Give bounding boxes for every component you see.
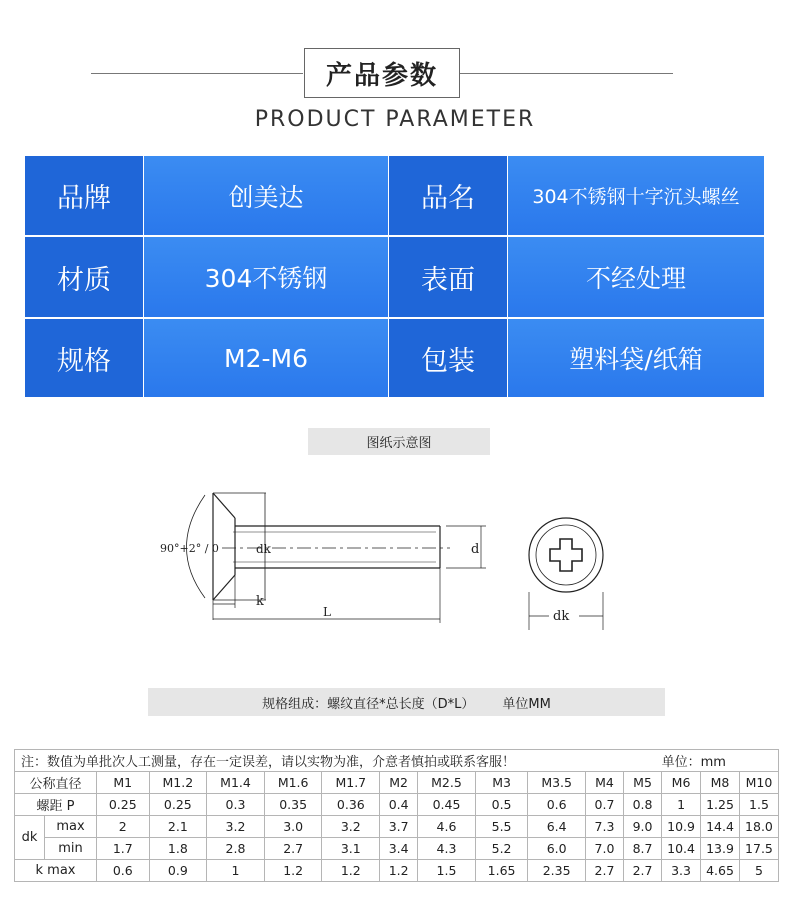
table-cell: 2.7	[264, 838, 322, 860]
table-cell: M2.5	[418, 772, 476, 794]
table-cell: 2.8	[207, 838, 265, 860]
table-cell: 0.7	[585, 794, 623, 816]
drawing-caption-bar	[148, 688, 665, 716]
param-value-brand: 创美达	[144, 156, 388, 235]
L-label: L	[323, 605, 331, 619]
table-cell: 1.65	[475, 860, 528, 882]
table-cell: 0.6	[97, 860, 150, 882]
table-cell: 0.9	[149, 860, 207, 882]
table-cell: 0.8	[624, 794, 662, 816]
heading-line-left	[91, 73, 303, 74]
param-label-brand: 品牌	[25, 156, 143, 235]
table-cell: 1	[662, 794, 701, 816]
table-cell: 1.2	[322, 860, 380, 882]
parameter-table	[25, 156, 764, 397]
table-note: 注：数值为单批次人工测量，存在一定误差，请以实物为准，介意者慎拍或联系客服！	[15, 750, 662, 772]
table-cell: 3.2	[322, 816, 380, 838]
table-cell: 1.2	[380, 860, 418, 882]
table-cell: 0.35	[264, 794, 322, 816]
table-cell: 3.2	[207, 816, 265, 838]
table-cell: 0.25	[149, 794, 207, 816]
table-cell: 4.65	[701, 860, 740, 882]
table-cell: M2	[380, 772, 418, 794]
row-header-dk: dk	[15, 816, 45, 860]
drawing-title: 图纸示意图	[308, 428, 490, 455]
angle-label: 90°+2° / 0	[160, 542, 219, 555]
row-header-kmax: k max	[15, 860, 97, 882]
table-note-row	[15, 750, 779, 772]
table-cell: M3	[475, 772, 528, 794]
heading-line-right	[460, 73, 673, 74]
table-cell: M1	[97, 772, 150, 794]
table-cell: 14.4	[701, 816, 740, 838]
row-header-pitch: 螺距 P	[15, 794, 97, 816]
table-cell: M5	[624, 772, 662, 794]
table-cell: 0.25	[97, 794, 150, 816]
table-cell: 2.7	[585, 860, 623, 882]
table-cell: 3.0	[264, 816, 322, 838]
param-value-surface: 不经处理	[508, 237, 764, 317]
table-cell: 9.0	[624, 816, 662, 838]
screw-drawing	[0, 470, 790, 635]
table-cell: M4	[585, 772, 623, 794]
row-header-nominal: 公称直径	[15, 772, 97, 794]
row-header-max: max	[45, 816, 97, 838]
table-row	[15, 860, 779, 882]
param-value-package: 塑料袋/纸箱	[508, 319, 764, 397]
drawing-caption: 规格组成：螺纹直径*总长度（D*L）	[262, 696, 475, 712]
dimension-table	[14, 749, 779, 882]
table-cell: 8.7	[624, 838, 662, 860]
table-row	[15, 794, 779, 816]
param-value-spec: M2-M6	[144, 319, 388, 397]
table-cell: 1.25	[701, 794, 740, 816]
section-title: 产品参数	[304, 48, 460, 98]
table-cell: 6.4	[528, 816, 586, 838]
table-cell: M8	[701, 772, 740, 794]
drawing-unit: 单位MM	[502, 696, 551, 712]
table-cell: M1.4	[207, 772, 265, 794]
param-value-material: 304不锈钢	[144, 237, 388, 317]
k-label: k	[256, 594, 264, 609]
table-cell: 10.9	[662, 816, 701, 838]
table-cell: 6.0	[528, 838, 586, 860]
table-cell: 1.5	[739, 794, 778, 816]
table-cell: 5	[739, 860, 778, 882]
table-cell: 2.35	[528, 860, 586, 882]
param-label-material: 材质	[25, 237, 143, 317]
table-cell: 1.7	[97, 838, 150, 860]
table-cell: 3.4	[380, 838, 418, 860]
table-cell: 17.5	[739, 838, 778, 860]
param-label-package: 包装	[389, 319, 507, 397]
table-cell: 7.0	[585, 838, 623, 860]
table-unit: 单位：mm	[662, 750, 779, 772]
table-cell: M10	[739, 772, 778, 794]
table-cell: 1	[207, 860, 265, 882]
table-cell: 0.45	[418, 794, 476, 816]
table-cell: 18.0	[739, 816, 778, 838]
dk-top-label: dk	[553, 609, 570, 624]
table-cell: 3.7	[380, 816, 418, 838]
table-cell: 1.8	[149, 838, 207, 860]
table-cell: 0.3	[207, 794, 265, 816]
table-cell: 0.5	[475, 794, 528, 816]
table-cell: 0.4	[380, 794, 418, 816]
table-cell: 3.3	[662, 860, 701, 882]
table-cell: 10.4	[662, 838, 701, 860]
table-cell: M1.7	[322, 772, 380, 794]
table-cell: M1.6	[264, 772, 322, 794]
table-cell: 2.1	[149, 816, 207, 838]
table-cell: 1.5	[418, 860, 476, 882]
row-header-min: min	[45, 838, 97, 860]
table-cell: M3.5	[528, 772, 586, 794]
table-cell: 2.7	[624, 860, 662, 882]
table-row	[15, 838, 779, 860]
param-label-product-name: 品名	[389, 156, 507, 235]
d-label: d	[471, 542, 480, 557]
table-cell: 0.36	[322, 794, 380, 816]
table-cell: 5.5	[475, 816, 528, 838]
param-value-product-name: 304不锈钢十字沉头螺丝	[508, 156, 764, 235]
table-cell: 3.1	[322, 838, 380, 860]
table-cell: 4.6	[418, 816, 476, 838]
param-label-spec: 规格	[25, 319, 143, 397]
table-cell: 2	[97, 816, 150, 838]
table-cell: 0.6	[528, 794, 586, 816]
table-cell: 13.9	[701, 838, 740, 860]
table-cell: 7.3	[585, 816, 623, 838]
dk-label: dk	[256, 542, 271, 556]
table-row	[15, 816, 779, 838]
section-subtitle: PRODUCT PARAMETER	[254, 107, 536, 132]
table-cell: M1.2	[149, 772, 207, 794]
table-cell: 1.2	[264, 860, 322, 882]
table-cell: M6	[662, 772, 701, 794]
param-label-surface: 表面	[389, 237, 507, 317]
table-cell: 5.2	[475, 838, 528, 860]
table-cell: 4.3	[418, 838, 476, 860]
table-row	[15, 772, 779, 794]
